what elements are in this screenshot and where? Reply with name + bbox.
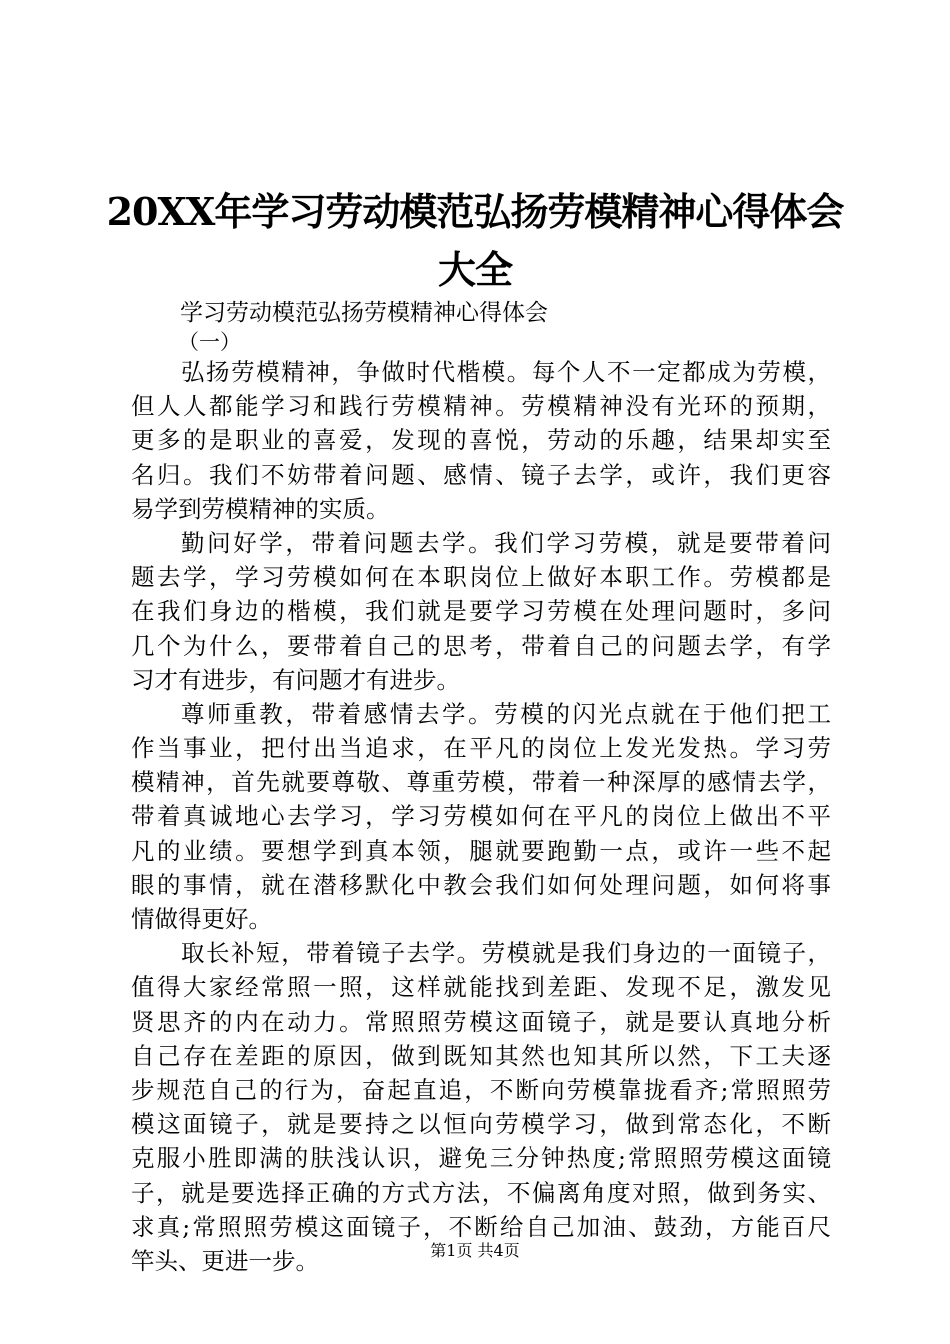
- paragraph: [131, 526, 831, 697]
- paragraph-line: 习才有进步，有问题才有进步。: [131, 665, 460, 694]
- paragraph-line: 勤问好学，带着问题去学。我们学习劳模，就是要带着问: [181, 528, 831, 557]
- paragraph-line: 作当事业，把付出当追求，在平凡的岗位上发光发热。学习劳: [131, 734, 831, 763]
- paragraph-line: 自己存在差距的原因，做到既知其然也知其所以然，下工夫逐: [131, 1041, 831, 1070]
- paragraph-line: 尊师重教，带着感情去学。劳模的闪光点就在于他们把工: [181, 699, 831, 728]
- paragraph-line: 步规范自己的行为，奋起直追，不断向劳模靠拢看齐;常照照劳: [131, 1075, 831, 1104]
- section-number: （一）: [178, 330, 241, 354]
- paragraph-line: 凡的业绩。要想学到真本领，腿就要跑勤一点，或许一些不起: [131, 836, 831, 865]
- paragraph-line: 子，就是要选择正确的方式方法，不偏离角度对照，做到务实、: [131, 1178, 831, 1207]
- document-subtitle: 学习劳动模范弘扬劳模精神心得体会: [180, 300, 548, 326]
- paragraph: [131, 697, 831, 936]
- paragraph-line: 值得大家经常照一照，这样就能找到差距、发现不足，激发见: [131, 973, 831, 1002]
- paragraph-line: 易学到劳模精神的实质。: [131, 494, 390, 523]
- document-title-line-1: 20XX年学习劳动模范弘扬劳模精神心得体会: [106, 189, 844, 234]
- paragraph: [131, 355, 831, 526]
- paragraph-line: 取长补短，带着镜子去学。劳模就是我们身边的一面镜子，: [181, 939, 831, 968]
- paragraph-line: 几个为什么，要带着自己的思考，带着自己的问题去学，有学: [131, 631, 831, 660]
- paragraph-line: 情做得更好。: [131, 905, 272, 933]
- paragraph-line: 弘扬劳模精神，争做时代楷模。每个人不一定都成为劳模，: [181, 358, 831, 386]
- paragraph-line: 模这面镜子，就是要持之以恒向劳模学习，做到常态化，不断: [131, 1110, 831, 1139]
- paragraph-line: 但人人都能学习和践行劳模精神。劳模精神没有光环的预期，: [131, 392, 831, 421]
- paragraph-line: 求真;常照照劳模这面镜子，不断给自己加油、鼓劲，方能百尺: [131, 1212, 831, 1241]
- paragraph-line: 在我们身边的楷模，我们就是要学习劳模在处理问题时，多问: [131, 597, 831, 626]
- paragraph-line: 更多的是职业的喜爱，发现的喜悦，劳动的乐趣，结果却实至: [131, 426, 831, 455]
- paragraph-line: 题去学，学习劳模如何在本职岗位上做好本职工作。劳模都是: [131, 563, 831, 592]
- document-title-line-2: 大全: [437, 247, 512, 292]
- paragraph-line: 模精神，首先就要尊敬、尊重劳模，带着一种深厚的感情去学，: [131, 768, 831, 797]
- paragraph-line: 贤思齐的内在动力。常照照劳模这面镜子，就是要认真地分析: [131, 1007, 831, 1036]
- paragraph-line: 带着真诚地心去学习，学习劳模如何在平凡的岗位上做出不平: [131, 802, 831, 831]
- paragraph: [131, 936, 831, 1278]
- paragraph-line: 眼的事情，就在潜移默化中教会我们如何处理问题，如何将事: [131, 870, 831, 899]
- paragraph-line: 名归。我们不妨带着问题、感情、镜子去学，或许，我们更容: [131, 460, 831, 489]
- page-footer: 第1页 共4页: [430, 1241, 520, 1260]
- document-body: [131, 355, 831, 1278]
- paragraph-line: 竿头、更进一步。: [131, 1246, 319, 1275]
- paragraph-line: 克服小胜即满的肤浅认识，避免三分钟热度;常照照劳模这面镜: [131, 1144, 831, 1173]
